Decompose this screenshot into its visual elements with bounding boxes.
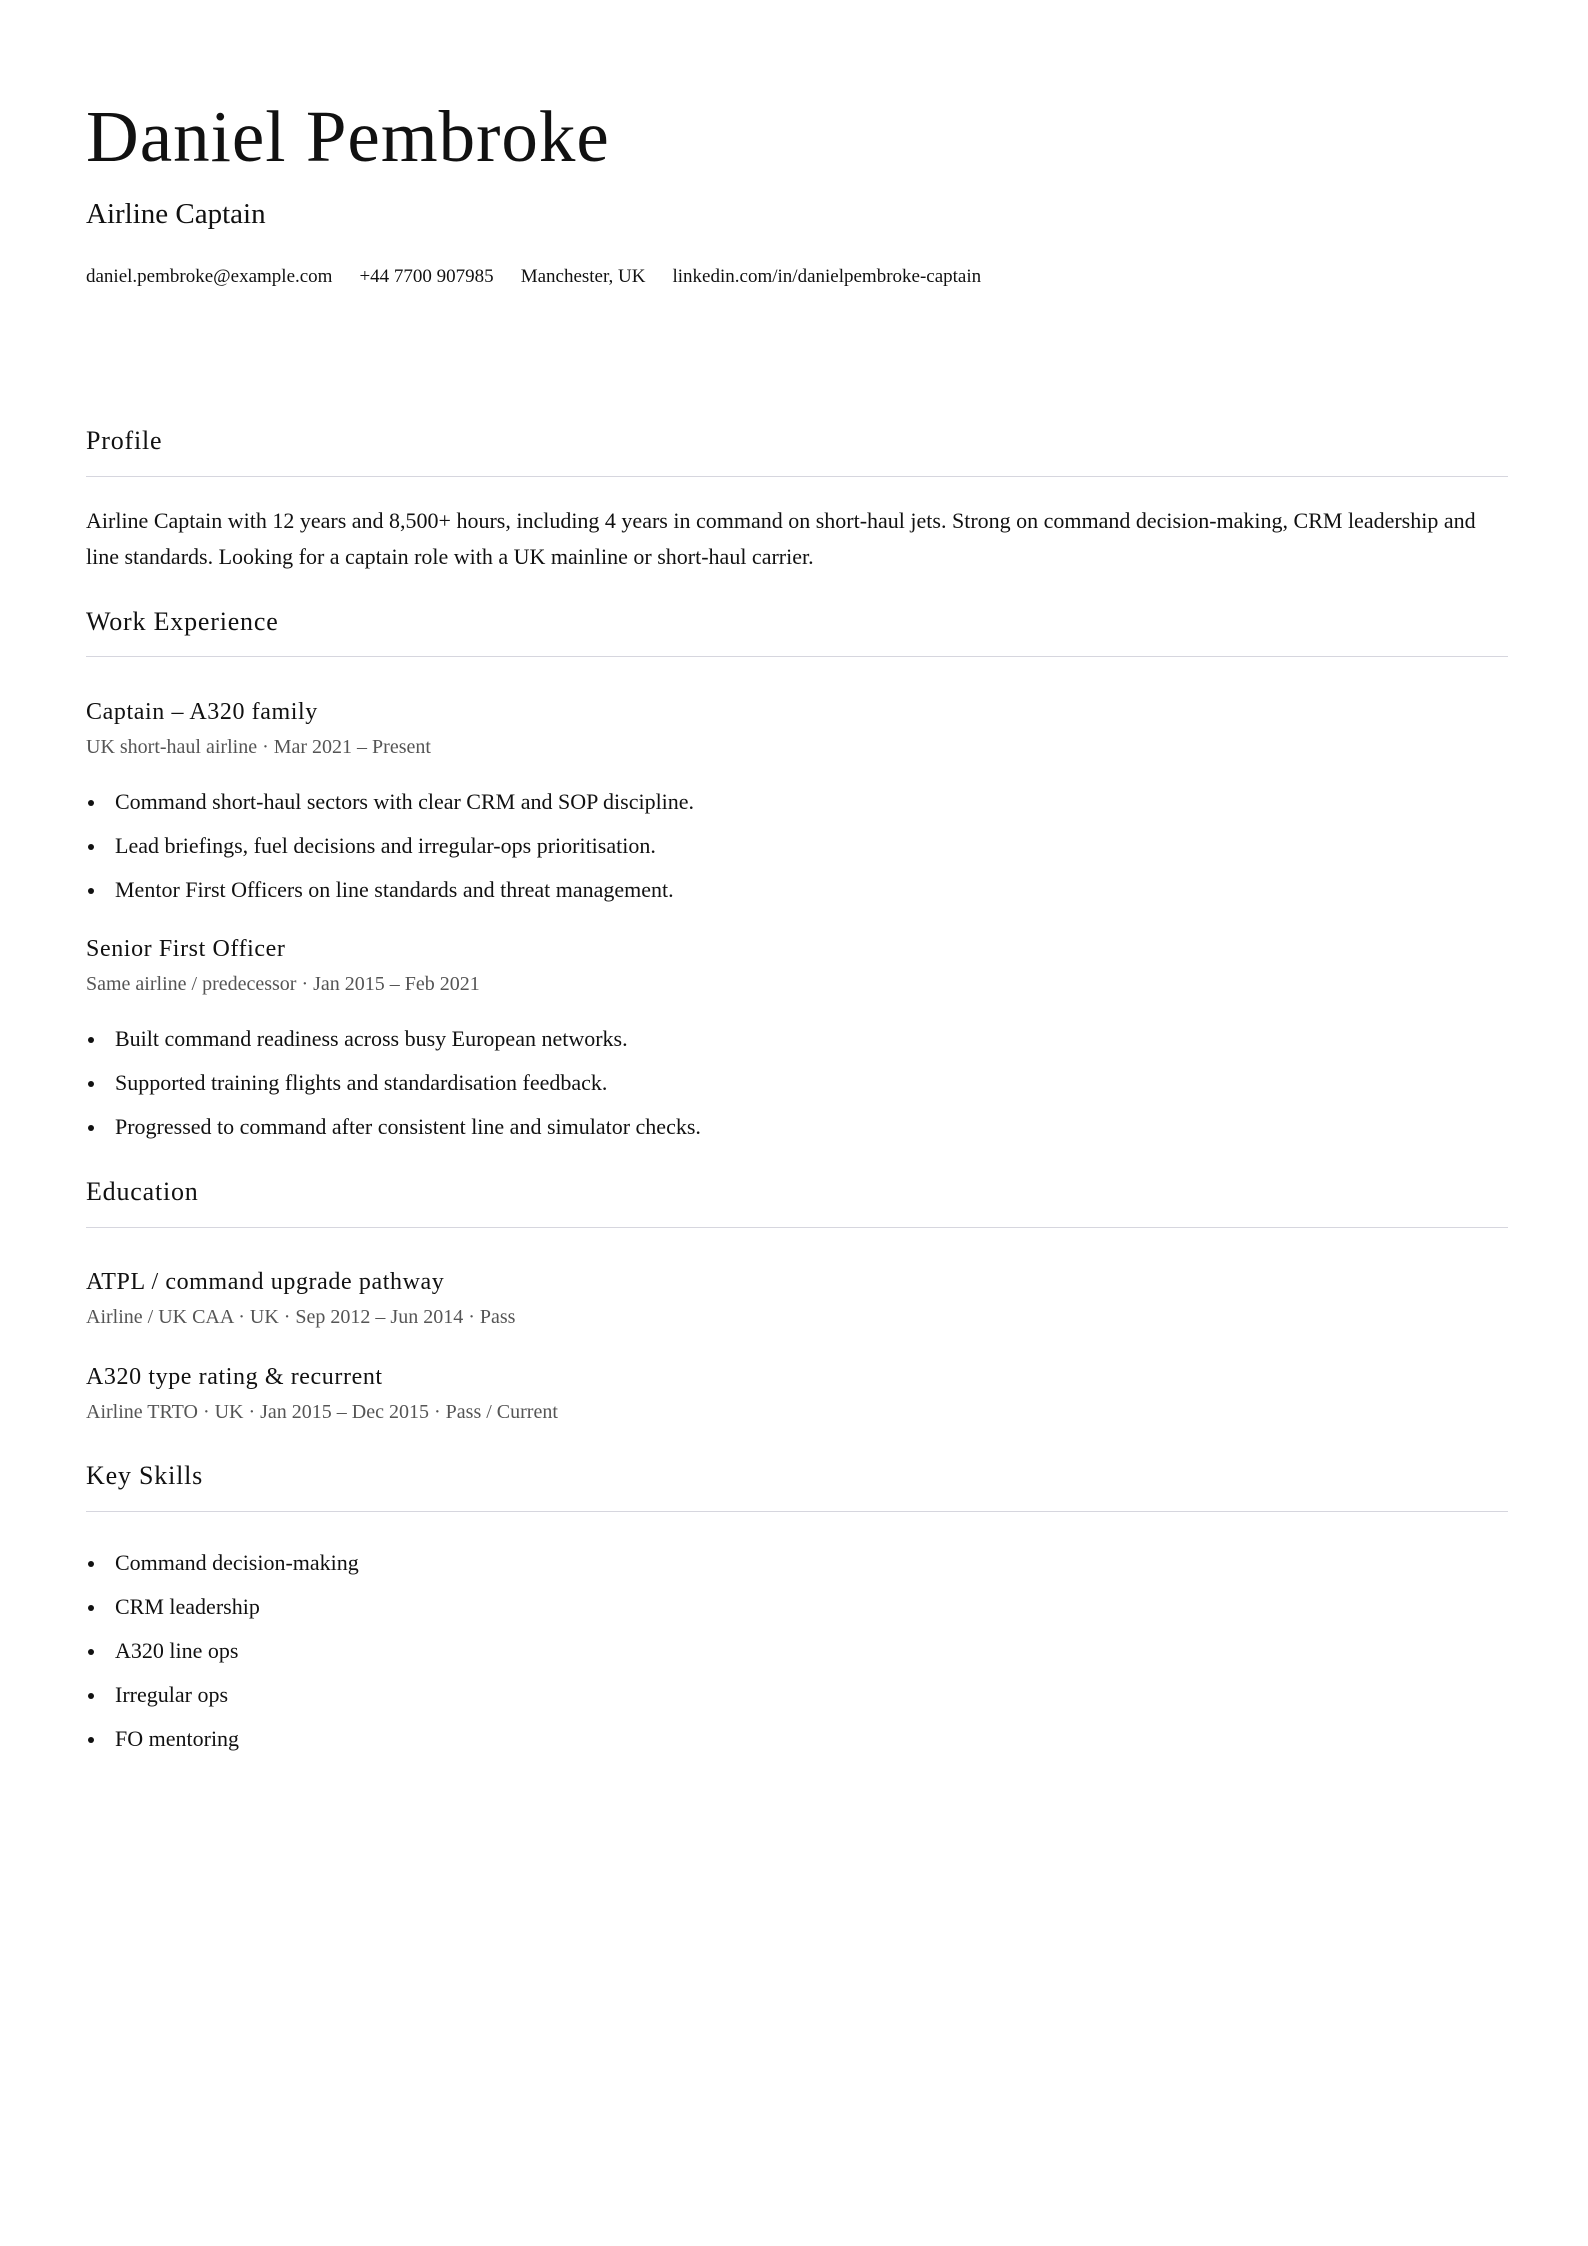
contact-email[interactable]: daniel.pembroke@example.com (86, 266, 333, 287)
job-title-entry: Captain – A320 family (86, 699, 318, 725)
job-bullets (86, 788, 694, 920)
job-meta: Same airline / predecessor · Jan 2015 – Feb 2021 (86, 973, 480, 995)
skill-item: CRM leadership (86, 1593, 359, 1637)
education-meta: Airline TRTO · UK · Jan 2015 – Dec 2015 · Pass / Current (86, 1401, 558, 1423)
section-heading-education: Education (86, 1177, 199, 1206)
section-heading-experience: Work Experience (86, 607, 279, 636)
contact-linkedin[interactable]: linkedin.com/in/danielpembroke-captain (672, 266, 982, 287)
job-bullets (86, 1025, 701, 1157)
section-divider (86, 476, 1508, 477)
skill-item: Command decision-making (86, 1549, 359, 1593)
profile-summary: Airline Captain with 12 years and 8,500+ hours, including 4 years in command on short-haul jets. Strong on command decision-making, CRM leadership and line standards. Looking for a captain role with a UK mainline or short-haul carrier. (86, 508, 1476, 569)
list-item: Progressed to command after consistent line and simulator checks. (86, 1113, 701, 1157)
skill-item: FO mentoring (86, 1725, 359, 1769)
list-item: Lead briefings, fuel decisions and irregular-ops prioritisation. (86, 832, 694, 876)
job-meta: UK short-haul airline · Mar 2021 – Present (86, 736, 431, 758)
skill-item: Irregular ops (86, 1681, 359, 1725)
list-item: Built command readiness across busy European networks. (86, 1025, 701, 1069)
skills-list (86, 1549, 359, 1769)
section-heading-skills: Key Skills (86, 1461, 204, 1490)
contact-phone: +44 7700 907985 (359, 266, 494, 287)
contact-line (86, 264, 981, 290)
list-item: Mentor First Officers on line standards and threat management. (86, 876, 694, 920)
section-divider (86, 1511, 1508, 1512)
section-heading-profile: Profile (86, 426, 163, 455)
section-divider (86, 1227, 1508, 1228)
education-title: A320 type rating & recurrent (86, 1364, 383, 1390)
education-meta: Airline / UK CAA · UK · Sep 2012 – Jun 2014 · Pass (86, 1306, 516, 1328)
education-title: ATPL / command upgrade pathway (86, 1269, 445, 1295)
skill-item: A320 line ops (86, 1637, 359, 1681)
job-title-entry: Senior First Officer (86, 936, 286, 962)
contact-location: Manchester, UK (520, 266, 646, 287)
candidate-name: Daniel Pembroke (86, 96, 610, 177)
job-title: Airline Captain (86, 198, 266, 230)
section-divider (86, 656, 1508, 657)
list-item: Supported training flights and standardisation feedback. (86, 1069, 701, 1113)
list-item: Command short-haul sectors with clear CRM and SOP discipline. (86, 788, 694, 832)
